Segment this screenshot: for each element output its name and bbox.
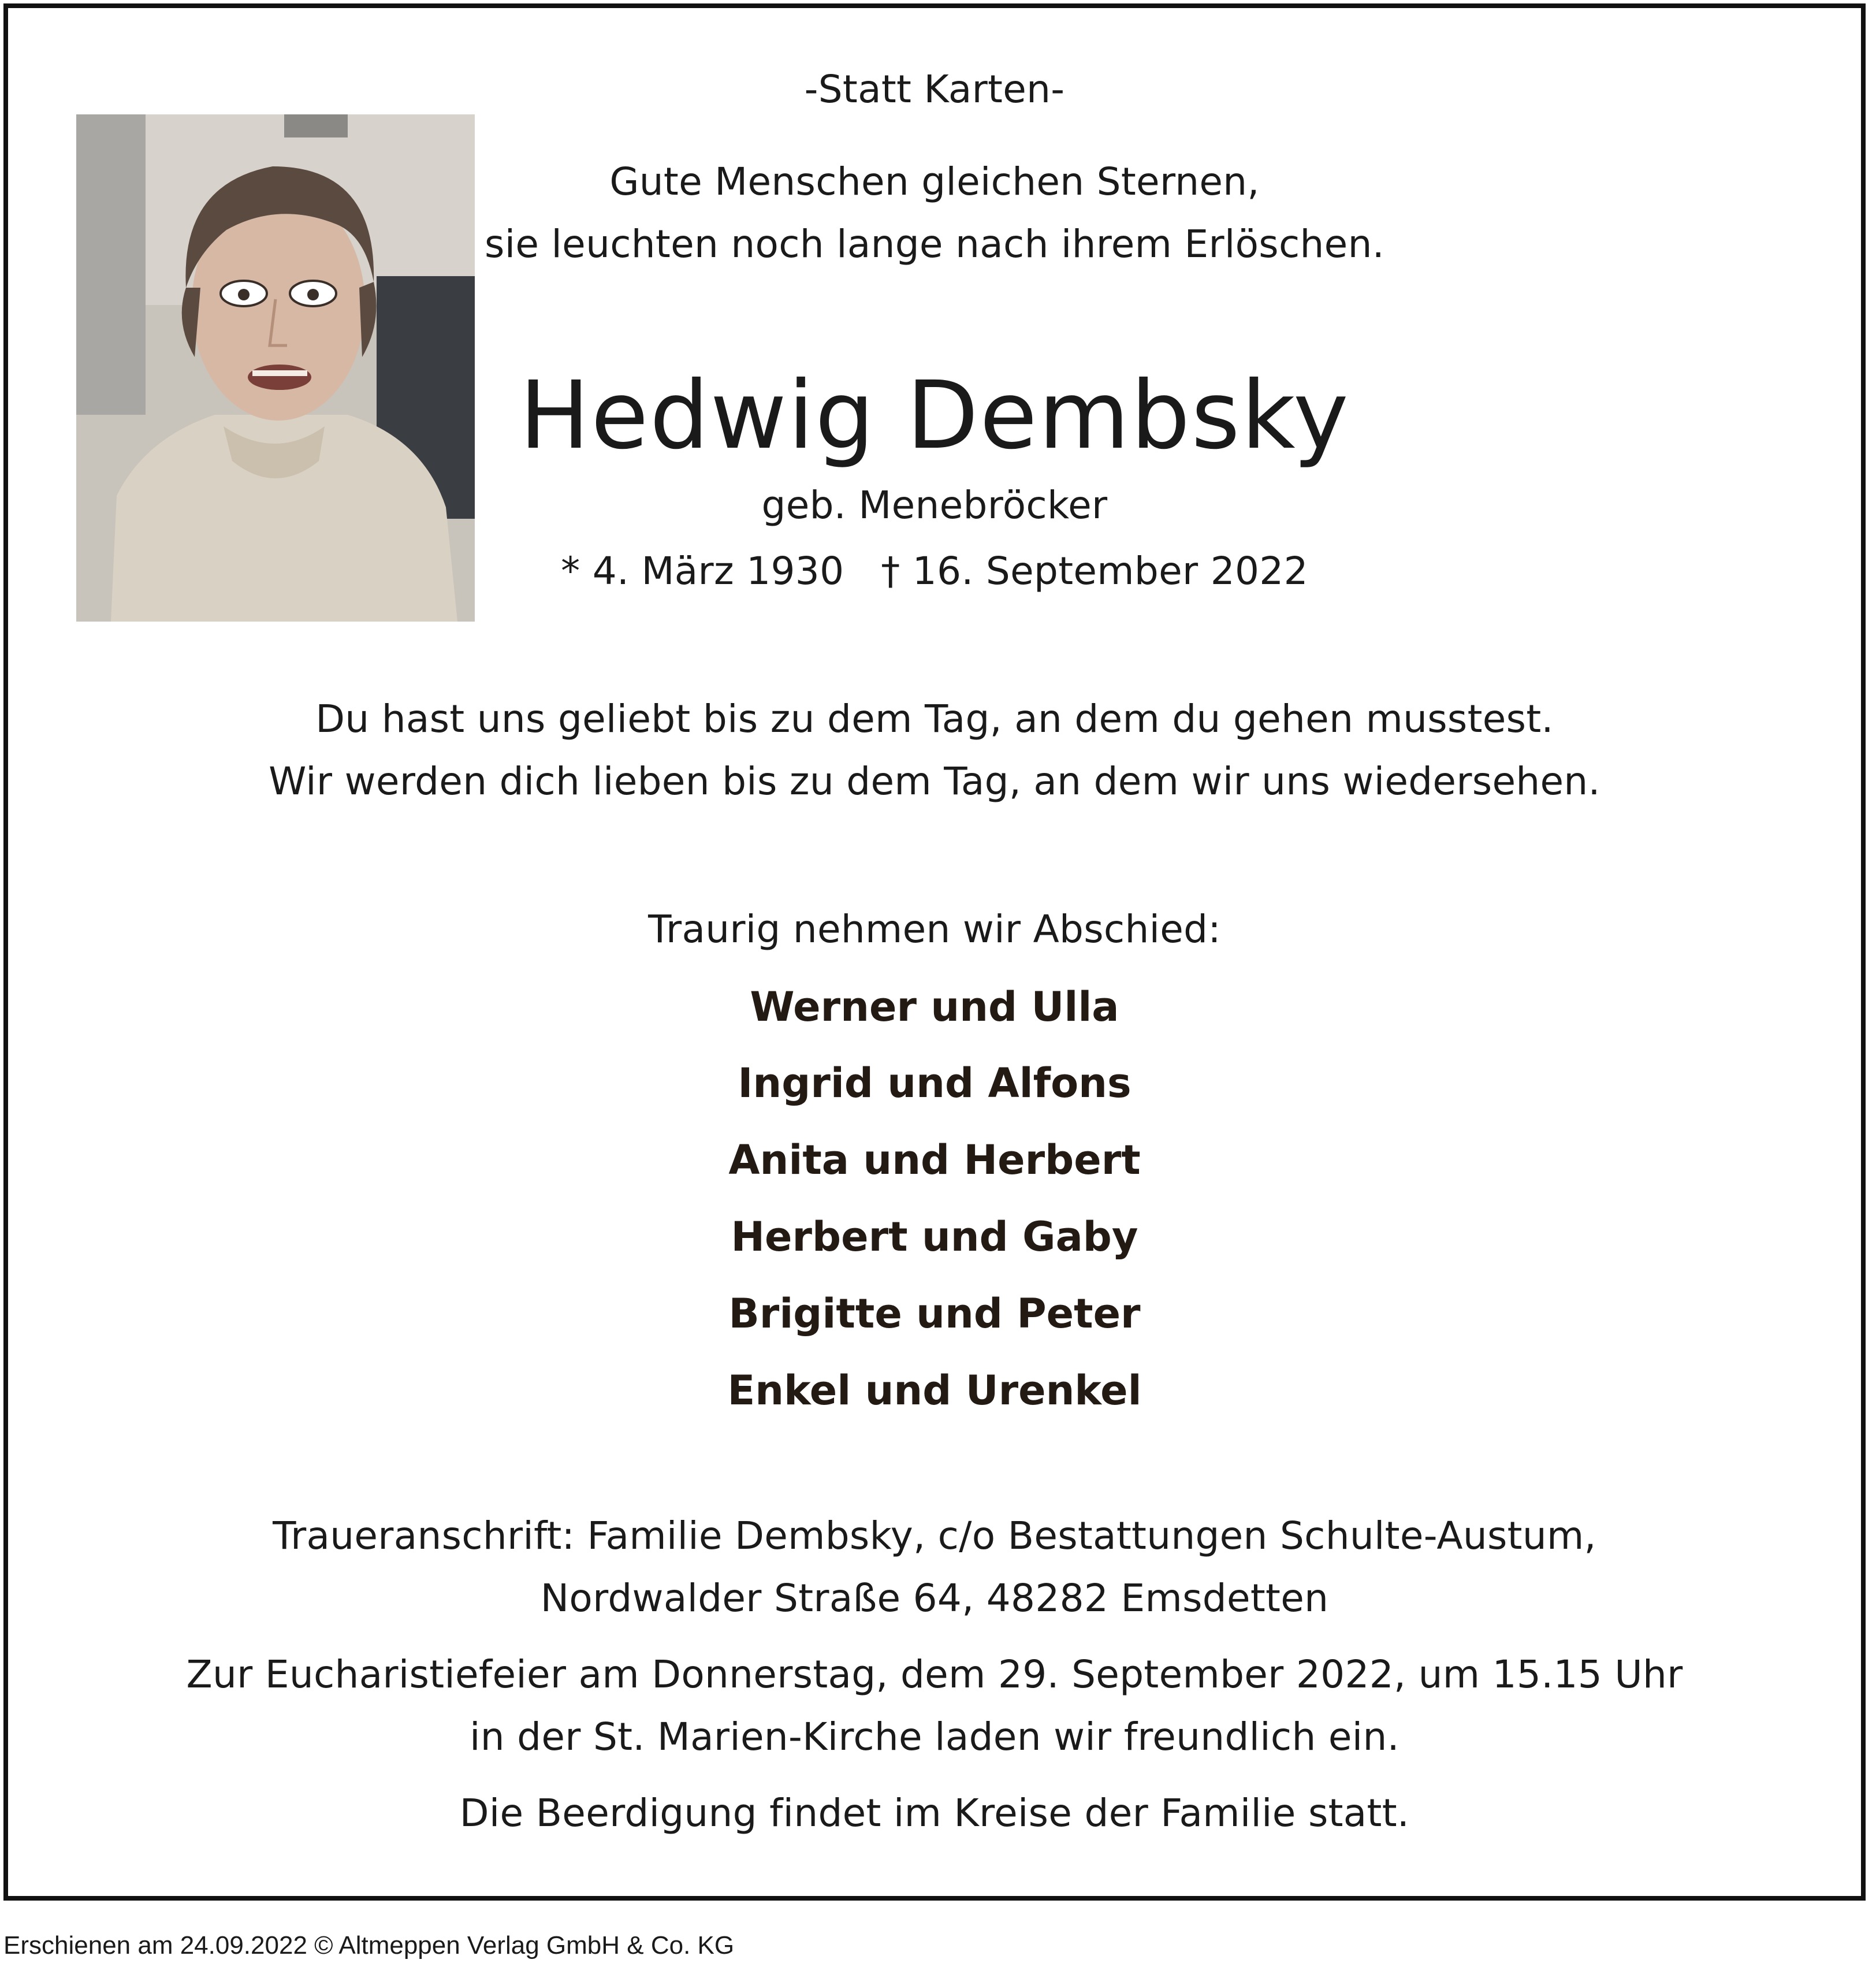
mourner-name: Ingrid und Alfons	[738, 1059, 1131, 1107]
quote-top-line-1: Gute Menschen gleichen Sternen,	[609, 159, 1260, 204]
mourner-name: Anita und Herbert	[728, 1136, 1141, 1184]
mourner-name: Brigitte und Peter	[728, 1290, 1141, 1337]
farewell-intro: Traurig nehmen wir Abschied:	[648, 907, 1221, 951]
mourner-name: Herbert und Gaby	[731, 1213, 1138, 1261]
quote-middle-line-1: Du hast uns geliebt bis zu dem Tag, an dem du gehen musstest.	[315, 697, 1554, 741]
service-line-2: in der St. Marien-Kirche laden wir freundlich ein.	[470, 1715, 1399, 1759]
obituary-notice	[3, 3, 1866, 1901]
burial-note: Die Beerdigung findet im Kreise der Familie statt.	[459, 1791, 1410, 1835]
birth-name: geb. Menebröcker	[761, 483, 1108, 527]
statt-karten: -Statt Karten-	[804, 67, 1065, 111]
quote-top-line-2: sie leuchten noch lange nach ihrem Erlöschen.	[485, 222, 1384, 266]
mourner-name: Werner und Ulla	[750, 983, 1119, 1031]
mourner-name: Enkel und Urenkel	[727, 1367, 1142, 1414]
publication-credit: Erschienen am 24.09.2022 © Altmeppen Verlag GmbH & Co. KG	[3, 1931, 735, 1960]
service-line-1: Zur Eucharistiefeier am Donnerstag, dem 29. September 2022, um 15.15 Uhr	[186, 1652, 1683, 1697]
quote-middle-line-2: Wir werden dich lieben bis zu dem Tag, an dem wir uns wiedersehen.	[269, 759, 1600, 804]
address-line-2: Nordwalder Straße 64, 48282 Emsdetten	[540, 1576, 1329, 1620]
deceased-name: Hedwig Dembsky	[519, 362, 1350, 470]
address-line-1: Traueranschrift: Familie Dembsky, c/o Bestattungen Schulte-Austum,	[273, 1514, 1596, 1558]
life-dates: * 4. März 1930 † 16. September 2022	[561, 549, 1308, 593]
